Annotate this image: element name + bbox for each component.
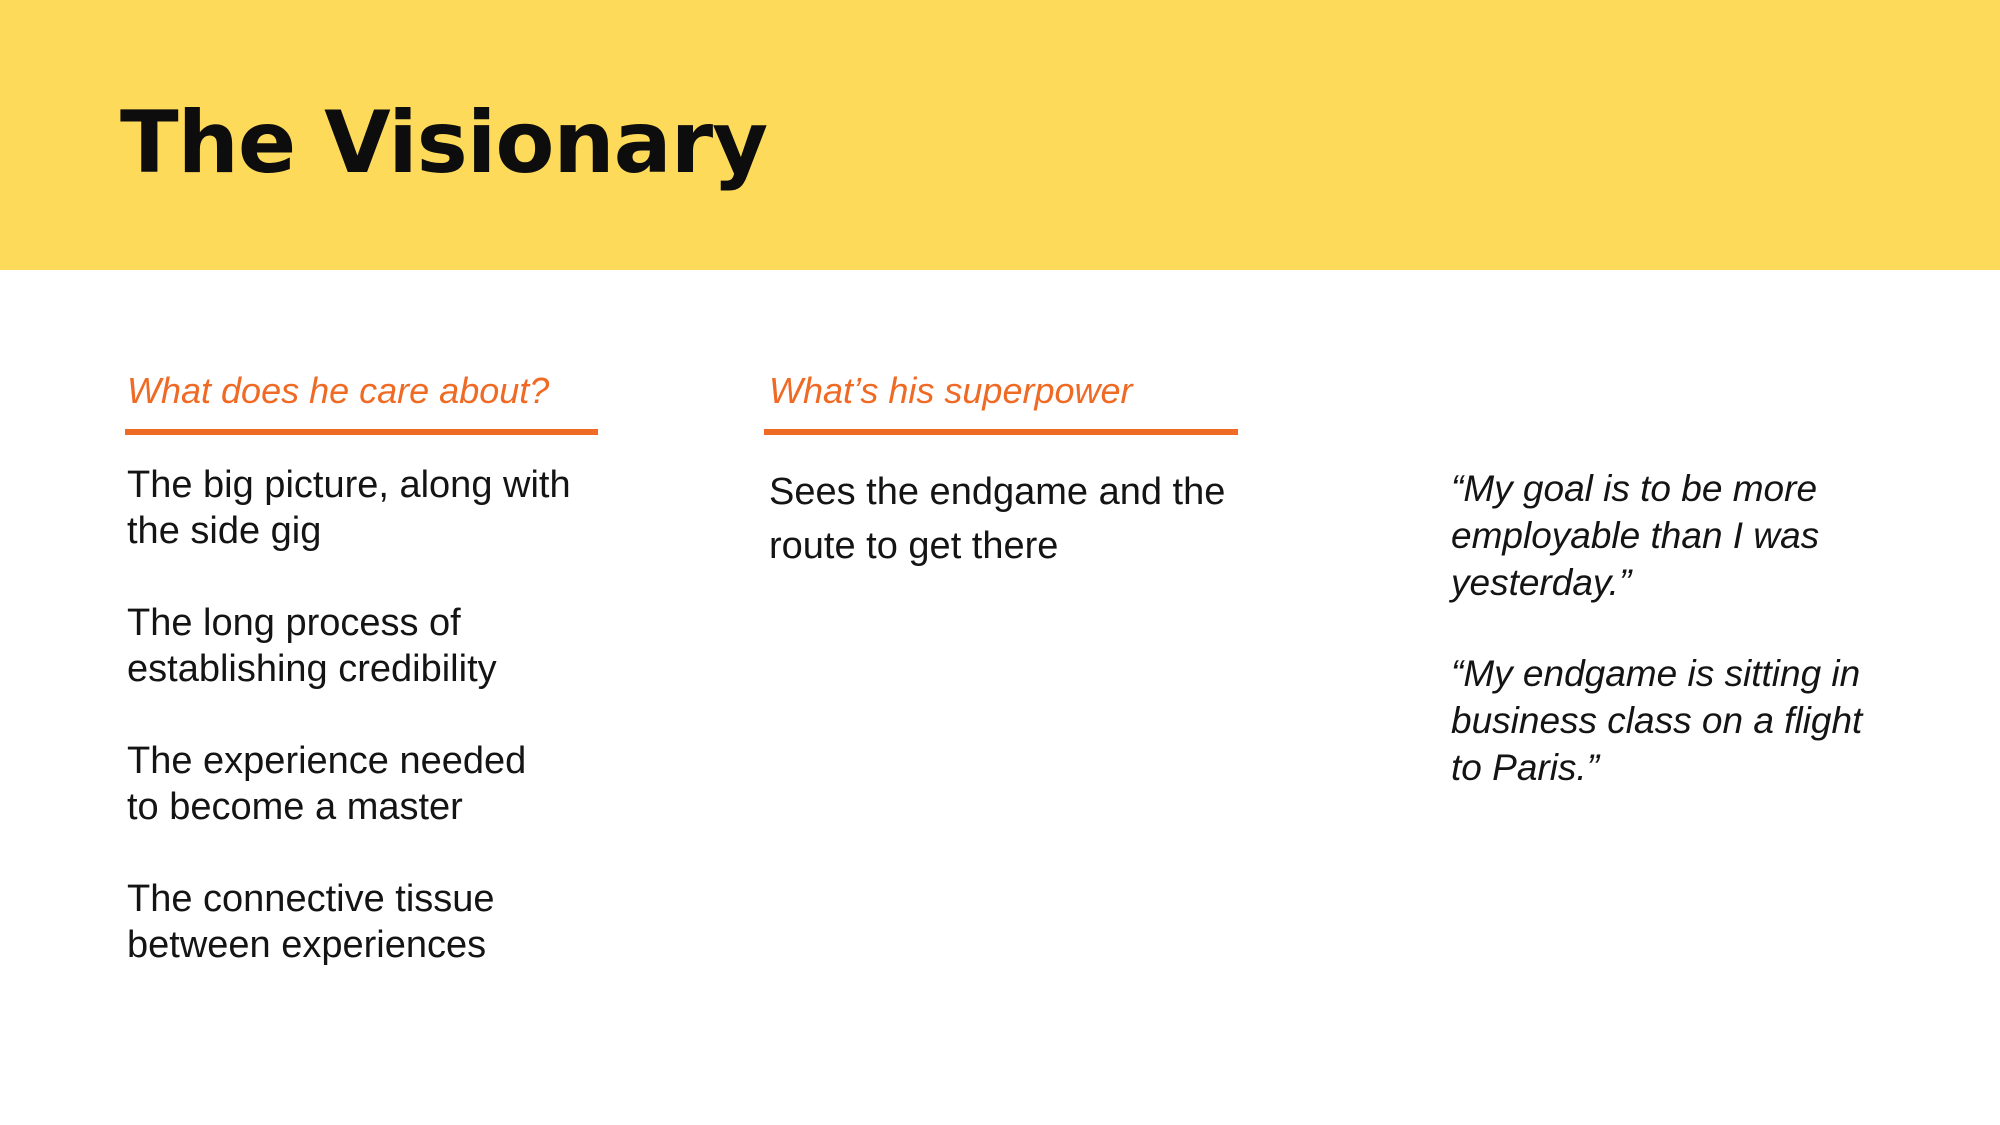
- care-item-big-picture: The big picture, along with the side gig: [127, 464, 571, 552]
- quote-endgame: “My endgame is sitting in business class on a flight to Paris.”: [1451, 653, 1863, 788]
- quote-employable: “My goal is to be more employable than I was yesterday.”: [1451, 468, 1820, 603]
- care-list: [127, 462, 617, 968]
- care-item-credibility: The long process of establishing credibility: [127, 602, 497, 690]
- care-item-connective-tissue: The connective tissue between experiences: [127, 878, 495, 966]
- slide-title: The Visionary: [120, 93, 768, 193]
- care-heading: What does he care about?: [127, 370, 550, 411]
- quotes-column: [1451, 465, 1911, 791]
- care-item-experience: The experience needed to become a master: [127, 740, 527, 828]
- superpower-text: Sees the endgame and the route to get there: [769, 471, 1226, 567]
- superpower-heading: What’s his superpower: [769, 370, 1133, 411]
- care-heading-underline: [125, 429, 598, 435]
- superpower-heading-underline: [764, 429, 1238, 435]
